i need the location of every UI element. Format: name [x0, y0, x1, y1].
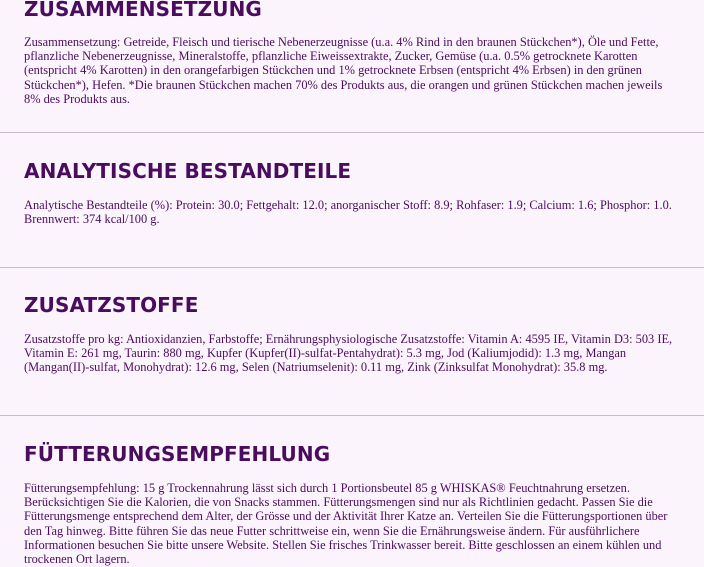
section-divider: [0, 415, 704, 416]
section-additives: [0, 293, 704, 317]
section-text-feeding-guide: Fütterungsempfehlung: 15 g Trockennahrung lässt sich durch 1 Portionsbeutel 85 g WHISKAS® Feuchtnahrung ersetzen. Berücksichtigen Sie die Kalorien, die von Snacks stammen. Fütterungsmengen sind nur als Richtlinien gedacht. Passen Sie die Fütterungsmenge entsprechend dem Alter, der Grösse und der Aktivität Ihrer Katze an. Verteilen Sie die Fütterungsportionen über den Tag hinweg. Bitte führen Sie das neue Futter schrittweise ein, wenn Sie die Ernährungsweise ändern. Für ausführlichere Informationen besuchen Sie bitte unsere Website. Stellen Sie frisches Trinkwasser bereit. Bitte geschlossen an einem kühlen und trockenen Ort lagern.: [24, 481, 668, 567]
section-title-additives: ZUSATZSTOFFE: [24, 293, 199, 317]
section-composition: [0, 0, 704, 21]
section-divider: [0, 267, 704, 268]
section-text-analytical-constituents: Analytische Bestandteile (%): Protein: 30.0; Fettgehalt: 12.0; anorganischer Stoff: 8.9; Rohfaser: 1.9; Calcium: 1.6; Phosphor: 1.0. Brennwert: 374 kcal/100 g.: [24, 198, 672, 227]
section-title-analytical-constituents: ANALYTISCHE BESTANDTEILE: [24, 159, 352, 183]
section-feeding-guide: [0, 442, 704, 466]
section-text-additives: Zusatzstoffe pro kg: Antioxidanzien, Farbstoffe; Ernährungsphysiologische Zusatzstoffe: Vitamin A: 4595 IE, Vitamin D3: 503 IE, Vitamin E: 261 mg, Taurin: 880 mg, Kupfer (Kupfer(II)-sulfat-Pentahydrat): 5.3 mg, Jod (Kaliumjodid): 1.3 mg, Mangan (Mangan(II)-sulfat, Monohydrat): 12.6 mg, Selen (Natriumselenit): 0.11 mg, Zink (Zinksulfat Monohydrat): 35.8 mg.: [24, 332, 673, 375]
section-analytical-constituents-body: [0, 198, 704, 226]
section-feeding-guide-body: [0, 481, 704, 566]
section-title-feeding-guide: FÜTTERUNGSEMPFEHLUNG: [24, 442, 331, 466]
section-composition-body: [0, 35, 704, 106]
section-analytical-constituents: [0, 159, 704, 183]
section-additives-body: [0, 332, 704, 375]
section-divider: [0, 132, 704, 133]
section-title-composition: ZUSAMMENSETZUNG: [24, 0, 262, 21]
section-text-composition: Zusammensetzung: Getreide, Fleisch und tierische Nebenerzeugnisse (u.a. 4% Rind in den braunen Stückchen*), Öle und Fette, pflanzliche Nebenerzeugnisse, Mineralstoffe, pflanzliche Eiweissextrakte, Zucker, Gemüse (u.a. 0.5% getrocknete Karotten (entspricht 4% Karotten) in den orangefarbigen Stückchen und 1% getrocknete Erbsen (entspricht 4% Erbsen) in den grünen Stückchen*), Hefen. *Die braunen Stückchen machen 70% des Produkts aus, die orangen und grünen Stückchen machen jeweils 8% des Produkts aus.: [24, 35, 663, 106]
